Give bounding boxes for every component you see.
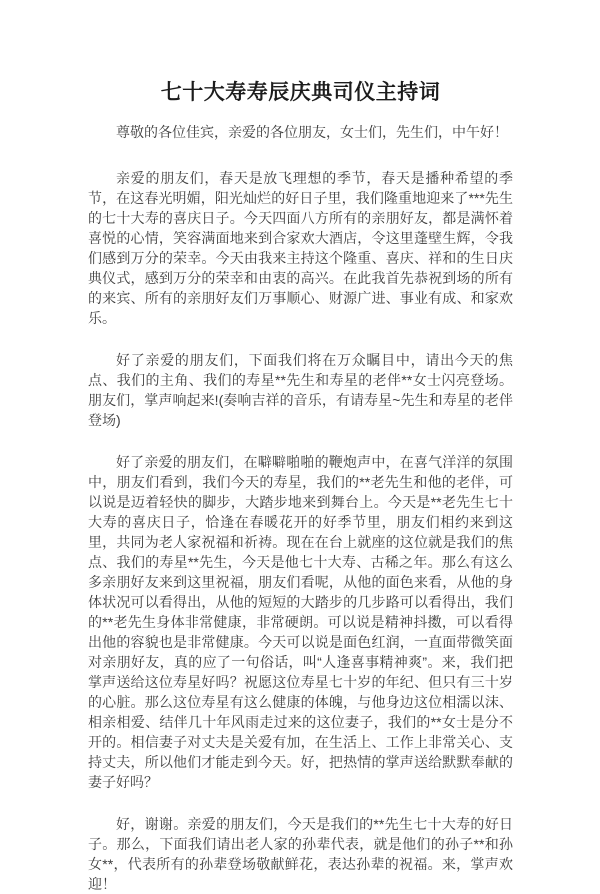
paragraph-praise-couple: 好了亲爱的朋友们，在噼噼啪啪的鞭炮声中，在喜气洋洋的氛围中，朋友们看到，我们今天的寿星，我们的**老先生和他的老伴，可以说是迈着轻快的脚步，大踏步地来到舞台上。今天是**老先生七十大寿的喜庆日子，恰逢在春暖花开的好季节里，朋友们相约来到这里，共同为老人家祝福和祈祷。现在在台上就座的这位就是我们的焦点、我们的寿星**先生，今天是他七十大寿、古稀之年。那么有这么多亲朋好友来到这里祝福，朋友们看呢，从他的面色来看，从他的身体状况可以看得出，从他的短短的大踏步的几步路可以看得出，我们的**老先生身体非常健康，非常硬朗。可以说是精神抖擞，可以看得出他的容貌也是非常健康。今天可以说是面色红润，一直面带微笑面对亲朋好友，真的应了一句俗话，叫“人逢喜事精神爽”。来，我们把掌声送给这位寿星好吗？祝愿这位寿星七十岁的年纪、但只有三十岁的心脏。那么这位寿星有这么健康的体魄，与他身边这位相濡以沫、相亲相爱、结伴几十年风雨走过来的这位妻子，我们的**女士是分不开的。相信妻子对丈夫是关爱有加，在生活上、工作上非常关心、支持丈夫，所以他们才能走到今天。好，把热情的掌声送给默默奉献的妻子好吗？	[88, 454, 513, 790]
greeting-line: 尊敬的各位佳宾，亲爱的各位朋友，女士们，先生们，中午好！	[116, 124, 508, 140]
paragraph-introduce-stars: 好了亲爱的朋友们，下面我们将在万众瞩目中，请出今天的焦点、我们的主角、我们的寿星**先生和寿星的老伴**女士闪亮登场。朋友们，掌声响起来!(奏响吉祥的音乐，有请寿星~先生和寿星的老伴登场)	[88, 352, 513, 428]
paragraph-opening: 亲爱的朋友们，春天是放飞理想的季节，春天是播种希望的季节，在这春光明媚，阳光灿烂的好日子里，我们隆重地迎来了***先生的七十大寿的喜庆日子。今天四面八方所有的亲朋好友，都是满怀着喜悦的心情，笑容满面地来到合家欢大酒店，令这里蓬壁生辉，令我们感到万分的荣幸。今天由我来主持这个隆重、喜庆、祥和的生日庆典仪式，感到万分的荣幸和由衷的高兴。在此我首先恭祝到场的所有的来宾、所有的亲朋好友们万事顺心、财源广进、事业有成、和家欢乐。	[88, 170, 513, 326]
paragraph-grandchildren: 好，谢谢。亲爱的朋友们，今天是我们的**先生七十大寿的好日子。那么，下面我们请出老人家的孙辈代表，就是他们的孙子**和孙女**，代表所有的孙辈登场敬献鲜花，表达孙辈的祝福。来，掌声欢迎！	[88, 816, 513, 892]
document-body	[88, 122, 513, 894]
document-title: 七十大寿寿辰庆典司仪主持词	[160, 81, 441, 104]
